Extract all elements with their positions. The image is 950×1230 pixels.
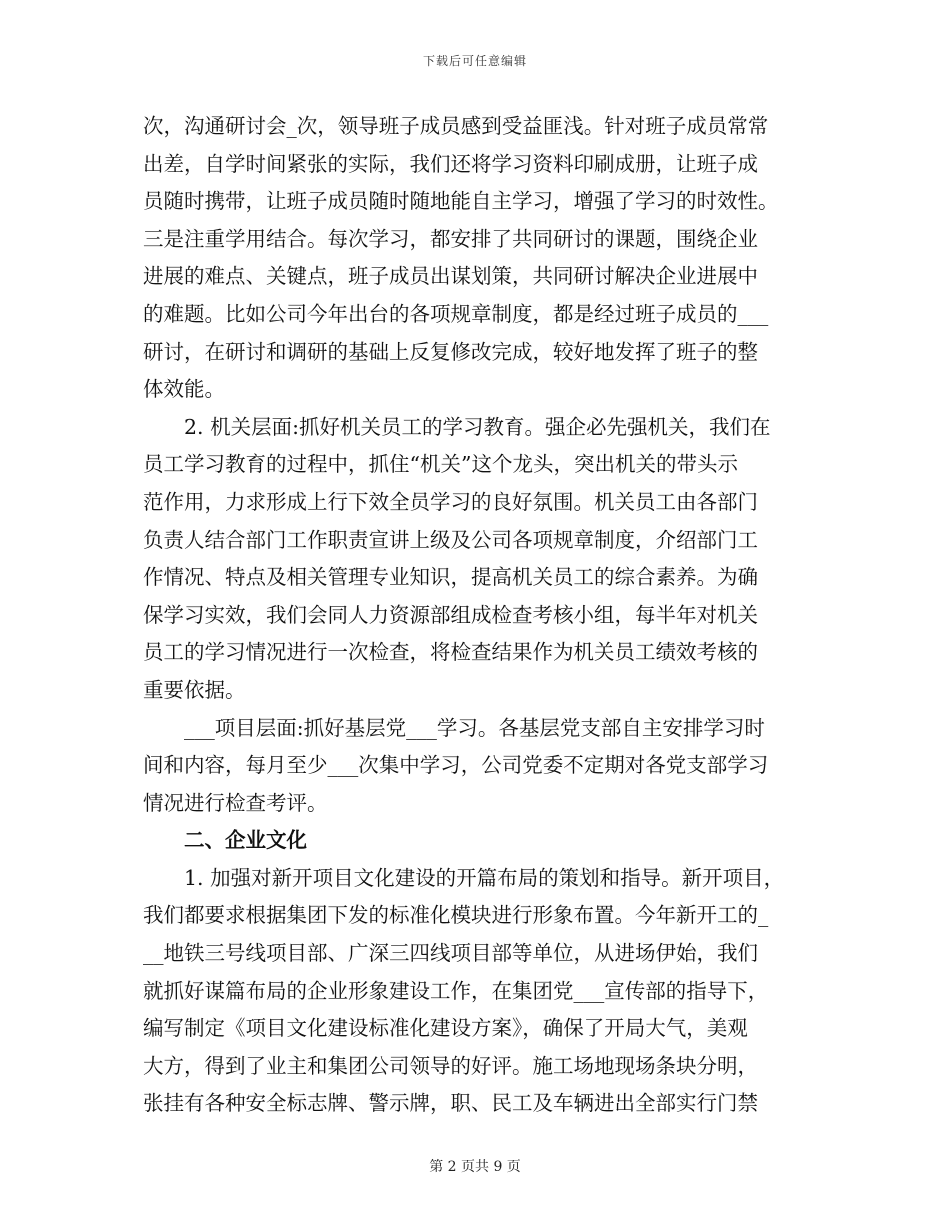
- text-line: 员随时携带，让班子成员随时随地能自主学习，增强了学习的时效性。: [143, 189, 779, 214]
- page-number: 第 2 页共 9 页: [429, 1159, 521, 1175]
- text-line: 次，沟通研讨会_次，领导班子成员感到受益匪浅。针对班子成员常常: [143, 114, 769, 138]
- paragraph-first-line: 2. 机关层面:抓好机关员工的学习教育。强企必先强机关，我们在: [184, 414, 771, 439]
- paragraph-first-line: ___项目层面:抓好基层党___学习。各基层党支部自主安排学习时: [184, 715, 765, 740]
- text-line: 情况进行检查考评。: [143, 790, 328, 815]
- text-line: 我们都要求根据集团下发的标准化模块进行形象布置。今年新开工的_: [143, 903, 769, 928]
- text-line: 员工学习教育的过程中，抓住“机关”这个龙头，突出机关的带头示: [143, 452, 738, 477]
- text-line: 就抓好谋篇布局的企业形象建设工作，在集团党___宣传部的指导下，: [143, 978, 769, 1003]
- text-line: 的难题。比如公司今年出台的各项规章制度，都是经过班子成员的___: [143, 301, 769, 326]
- text-line: 间和内容，每月至少___次集中学习，公司党委不定期对各党支部学习: [143, 753, 769, 778]
- page-header-note: 下载后可任意编辑: [422, 54, 527, 68]
- text-line: 出差，自学时间紧张的实际，我们还将学习资料印刷成册，让班子成: [143, 151, 758, 176]
- text-line: 负责人结合部门工作职责宣讲上级及公司各项规章制度，介绍部门工: [143, 527, 758, 552]
- section-heading: 二、企业文化: [184, 828, 307, 853]
- text-line: 范作用，力求形成上行下效全员学习的良好氛围。机关员工由各部门: [143, 489, 758, 514]
- text-line: 张挂有各种安全标志牌、警示牌，职、民工及车辆进出全部实行门禁: [143, 1091, 758, 1116]
- paragraph-first-line: 1. 加强对新开项目文化建设的开篇布局的策划和指导。新开项目，: [184, 865, 785, 890]
- document-body: [143, 108, 807, 1123]
- text-line: __地铁三号线项目部、广深三四线项目部等单位，从进场伊始，我们: [143, 941, 758, 966]
- text-line: 三是注重学用结合。每次学习，都安排了共同研讨的课题，围绕企业: [143, 226, 758, 251]
- text-line: 研讨，在研讨和调研的基础上反复修改完成，较好地发挥了班子的整: [143, 339, 758, 364]
- text-line: 重要依据。: [143, 677, 246, 702]
- text-line: 员工的学习情况进行一次检查，将检查结果作为机关员工绩效考核的: [143, 640, 758, 665]
- text-line: 保学习实效，我们会同人力资源部组成检查考核小组，每半年对机关: [143, 602, 758, 627]
- text-line: 编写制定《项目文化建设标准化建设方案》，确保了开局大气，美观: [143, 1016, 748, 1041]
- text-line: 作情况、特点及相关管理专业知识，提高机关员工的综合素养。为确: [143, 565, 758, 590]
- text-line: 大方，得到了业主和集团公司领导的好评。施工场地现场条块分明，: [143, 1053, 758, 1078]
- text-line: 进展的难点、关键点，班子成员出谋划策，共同研讨解决企业进展中: [143, 264, 758, 289]
- text-line: 体效能。: [143, 377, 225, 402]
